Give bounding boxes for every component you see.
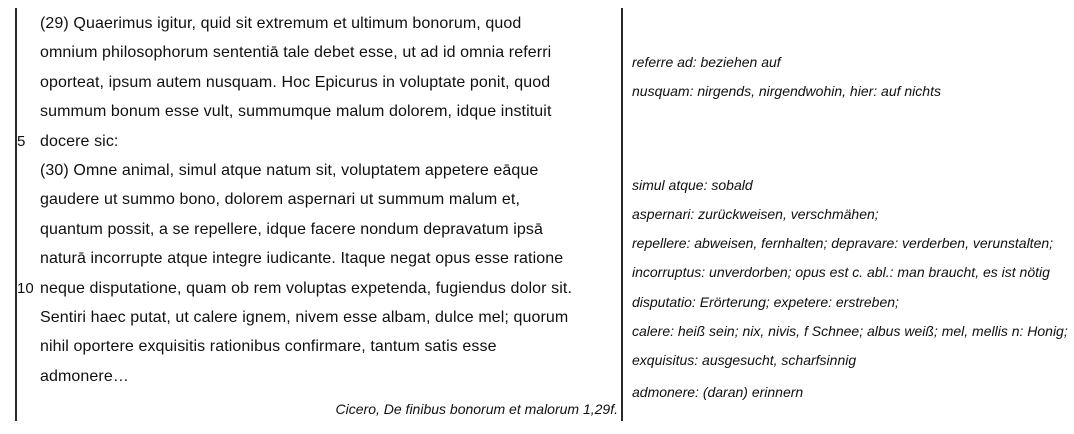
latin-line: docere sic: <box>40 132 119 150</box>
vocabulary-entry: referre ad: beziehen auf <box>632 54 781 70</box>
latin-line: neque disputatione, quam ob rem voluptas expetenda, fugiendus dolor sit. <box>40 279 572 297</box>
latin-line: gaudere ut summo bono, dolorem aspernari ut summum malum et, <box>40 191 520 209</box>
vocabulary-entry: repellere: abweisen, fernhalten; depravare: verderben, verunstalten; <box>632 235 1054 251</box>
line-number-10: 10 <box>17 279 34 297</box>
vocabulary-entry: calere: heiß sein; nix, nivis, f Schnee; albus weiß; mel, mellis n: Honig; <box>632 323 1068 339</box>
vocabulary-entry: disputatio: Erörterung; expetere: erstreben; <box>632 294 899 310</box>
latin-line: Sentiri haec putat, ut calere ignem, nivem esse albam, dulce mel; quorum <box>40 308 569 326</box>
latin-line: omnium philosophorum sententiā tale debet esse, ut ad id omnia referri <box>40 44 552 62</box>
latin-line: summum bonum esse vult, summumque malum dolorem, idque instituit <box>40 103 552 121</box>
vocabulary-entry: admonere: (daran) erinnern <box>632 384 804 400</box>
vocabulary-entry: incorruptus: unverdorben; opus est c. abl.: man braucht, es ist nötig <box>632 264 1050 280</box>
latin-line: naturā incorrupte atque integre iudicante. Itaque negat opus esse ratione <box>40 250 564 268</box>
vocabulary-entry: aspernari: zurückweisen, verschmähen; <box>632 206 879 222</box>
column-divider-rule <box>621 8 623 421</box>
latin-line: oporteat, ipsum autem nusquam. Hoc Epicurus in voluptate ponit, quod <box>40 73 551 91</box>
source-attribution: Cicero, De finibus bonorum et malorum 1,29f. <box>335 401 618 417</box>
latin-line: nihil oportere exquisitis rationibus confirmare, tantum satis esse <box>40 338 497 356</box>
latin-line: (29) Quaerimus igitur, quid sit extremum et ultimum bonorum, quod <box>40 15 522 32</box>
vocabulary-entry: nusquam: nirgends, nirgendwohin, hier: auf nichts <box>632 83 941 99</box>
latin-text-block <box>40 9 618 391</box>
left-margin-rule <box>15 8 17 421</box>
line-number-5: 5 <box>17 132 26 150</box>
latin-line: admonere… <box>40 367 129 385</box>
latin-line: (30) Omne animal, simul atque natum sit, voluptatem appetere eāque <box>40 161 539 179</box>
vocabulary-entry: exquisitus: ausgesucht, scharfsinnig <box>632 352 857 368</box>
vocabulary-entry: simul atque: sobald <box>632 177 753 193</box>
latin-line: quantum possit, a se repellere, idque facere nondum depravatum ipsā <box>40 220 543 238</box>
